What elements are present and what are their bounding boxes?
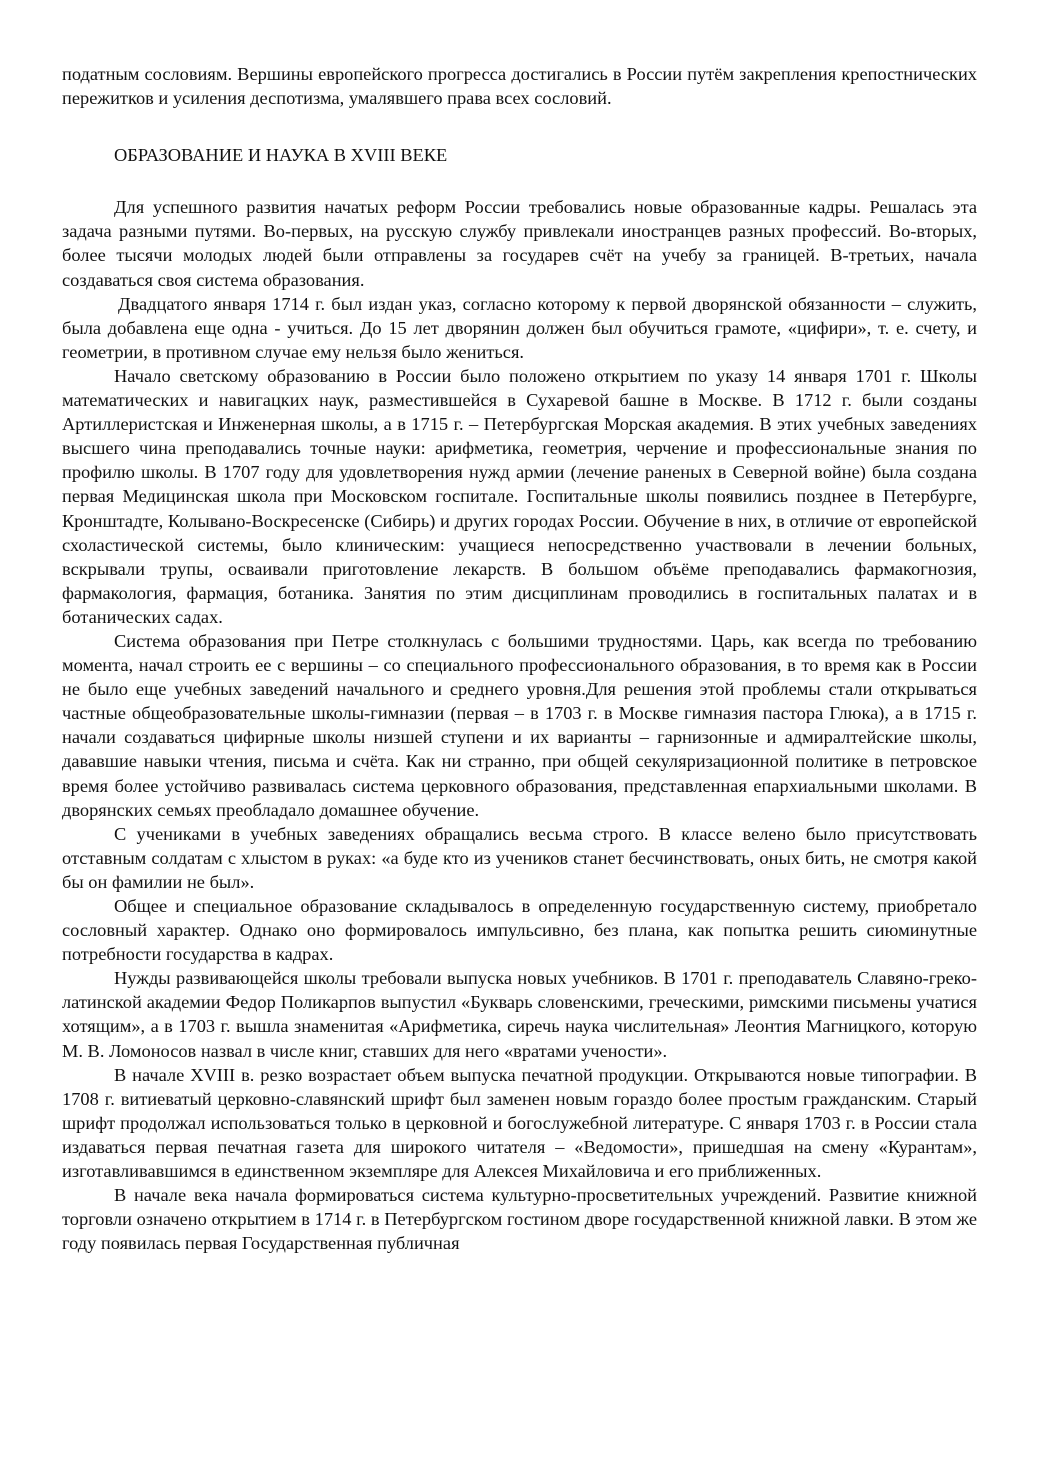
- section-heading: ОБРАЗОВАНИЕ И НАУКА В XVIII ВЕКЕ: [114, 145, 448, 166]
- paragraph: В начале XVIII в. резко возрастает объем выпуска печатной продукции. Открываются новые типографии. В 1708 г. витиеватый церковно-славянский шрифт был заменен новым гораздо более простым гражданским. Старый шрифт продолжал использоваться только в церковной и богослужебной литературе. С января 1703 г. в России стала издаваться первая печатная газета для широкого читателя – «Ведомости», пришедшая на смену «Курантам», изготавливавшимся в единственном экземпляре для Алексея Михайловича и его приближенных.: [62, 1064, 977, 1182]
- paragraph: Двадцатого января 1714 г. был издан указ, согласно которому к первой дворянской обязанности – служить, была добавлена еще одна - учиться. До 15 лет дворянин должен был обучиться грамоте, «цифири», т. е. счету, и геометрии, в противном случае ему нельзя было жениться.: [62, 293, 977, 362]
- paragraph: Для успешного развития начатых реформ России требовались новые образованные кадры. Решалась эта задача разными путями. Во-первых, на русскую службу привлекали иностранцев разных профессий. Во-вторых, более тысячи молодых людей были отправлены за государев счёт на учебу за границей. В-третьих, начала создаваться своя система образования.: [62, 197, 977, 290]
- document-page: [62, 62, 977, 1255]
- paragraph: В начале века начала формироваться система культурно-просветительных учреждений. Развитие книжной торговли означено открытием в 1714 г. в Петербургском гостином дворе государственной книжной лавки. В этом же году появилась первая Государственная публичная: [62, 1185, 977, 1254]
- spacer: [62, 110, 977, 143]
- paragraph: Начало светскому образованию в России было положено открытием по указу 14 января 1701 г. Школы математических и навигацких наук, разместившейся в Сухаревой башне в Москве. В 1712 г. были созданы Артиллеристская и Инженерная школы, а в 1715 г. – Петербургская Морская академия. В этих учебных заведениях высшего чина преподавались точные науки: арифметика, геометрия, черчение и профессиональные знания по профилю школы. В 1707 году для удовлетворения нужд армии (лечение раненых в Северной войне) была создана первая Медицинская школа при Московском госпитале. Госпитальные школы появились позднее в Петербурге, Кронштадте, Колывано-Воскресенске (Сибирь) и других городах России. Обучение в них, в отличие от европейской схоластической системы, было клиническим: учащиеся непосредственно участвовали в лечении больных, вскрывали трупы, осваивали приготовление лекарств. В большом объёме преподавались фармакогнозия, фармакология, фармация, ботаника. Занятия по этим дисциплинам проводились в госпитальных палатах и в ботанических садах.: [62, 365, 977, 627]
- paragraph: Нужды развивающейся школы требовали выпуска новых учебников. В 1701 г. преподаватель Славяно-греко-латинской академии Федор Поликарпов выпустил «Букварь словенскими, греческими, римскими письмены учатися хотящим», а в 1703 г. вышла знаменитая «Арифметика, сиречь наука числительная» Леонтия Магницкого, которую М. В. Ломоносов назвал в числе книг, ставших для него «вратами учености».: [62, 968, 977, 1061]
- intro-paragraph: податным сословиям. Вершины европейского прогресса достигались в России путём закрепления крепостнических пережитков и усиления деспотизма, умалявшего права всех сословий.: [62, 64, 977, 109]
- paragraph: Система образования при Петре столкнулась с большими трудностями. Царь, как всегда по требованию момента, начал строить ее с вершины – со специального профессионального образования, в то время как в России не было еще учебных заведений начального и среднего уровня.Для решения этой проблемы стали открываться частные общеобразовательные школы-гимназии (первая – в 1703 г. в Москве гимназия пастора Глюка), а в 1715 г. начали создаваться цифирные школы низшей ступени и их варианты – гарнизонные и адмиралтейские школы, дававшие навыки чтения, письма и счёта. Как ни странно, при общей секуляризационной политике в петровское время более устойчиво развивалась система церковного образования, представленная епархиальными школами. В дворянских семьях преобладало домашнее обучение.: [62, 630, 977, 820]
- paragraph: Общее и специальное образование складывалось в определенную государственную систему, приобретало сословный характер. Однако оно формировалось импульсивно, без плана, как попытка решить сиюминутные потребности государства в кадрах.: [62, 896, 977, 965]
- paragraph: С учениками в учебных заведениях обращались весьма строго. В классе велено было присутствовать отставным солдатам с хлыстом в руках: «а буде кто из учеников станет бесчинствовать, оных бить, не смотря какой бы он фамилии не был».: [62, 823, 977, 892]
- spacer: [62, 167, 977, 195]
